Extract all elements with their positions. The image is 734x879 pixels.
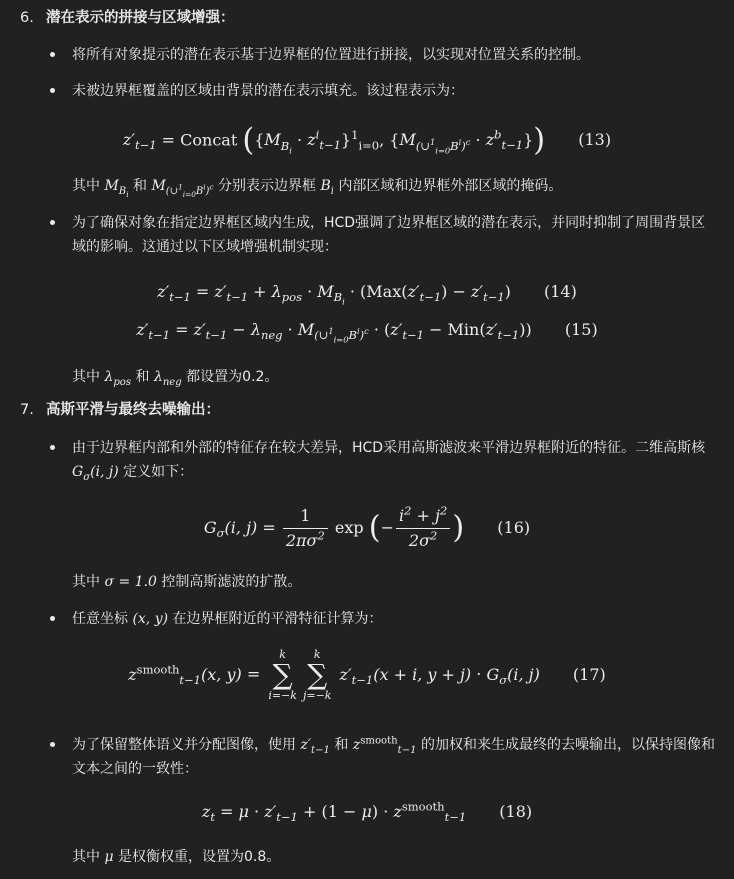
- list-item: 将所有对象提示的潜在表示基于边界框的位置进行拼接，以实现对位置关系的控制。: [50, 43, 718, 67]
- list-item: 未被边界框覆盖的区域由背景的潜在表示填充。该过程表示为：: [50, 79, 718, 103]
- equation-13: $z'_{t-1}$ = Concat ($\{M_{B_i} \cdot z^i_{t-1}\}^1_{i=0}$, $\{M_{(\cup^1_{i=0}B^i)^c} \cdot z^b_{t-1}\}$) (13): [122, 123, 612, 158]
- equation-16: $G_\sigma(i$, j) = $\frac{1}{2\pi\sigma^2}$ exp (− $\frac{i^2 + j^2}{2\sigma^2}$ ) (16): [203, 503, 531, 550]
- list-item: 任意坐标 (x, y) 在边界框附近的平滑特征计算为：: [50, 607, 718, 631]
- bullet-icon: [50, 88, 55, 93]
- equation-16-note: 其中 σ = 1.0 控制高斯滤波的扩散。: [72, 574, 302, 590]
- section-6-heading: 6. 潜在表示的拼接与区域增强：: [20, 10, 235, 26]
- equation-14: $z'_{t-1} = z'_{t-1} + \lambda_{pos} \cdot M_{B_i} \cdot (Max(z'_{t-1}) - z'_{t-1})$ (14): [157, 282, 577, 307]
- bullet-icon: [50, 616, 55, 621]
- equation-13-note: 其中 $M_{B_i}$ 和 $M_{(\cup^1_{i=0}B^i)^c}$ 分别表示边界框 $B_i$ 内部区域和边界框外部区域的掩码。: [72, 178, 563, 199]
- bullet-icon: [50, 52, 55, 57]
- list-item: 为了确保对象在指定边界框区域内生成，HCD强调了边界框区域的潜在表示，并同时抑制了周围背景区域的影响。这通过以下区域增强机制实现：: [50, 211, 718, 259]
- equation-17: $z^{smooth}_{t-1}(x$, y) = k ∑ i=−k k ∑ j=−k $z'_{t-1}(x + i$, $y + j) \cdot G_\sigma(i$, j) (17): [128, 648, 606, 702]
- bullet-icon: [50, 742, 55, 747]
- list-item: 由于边界框内部和外部的特征存在较大差异，HCD采用高斯滤波来平滑边界框附近的特征。二维高斯核 $G_\sigma(i$, j) 定义如下：: [50, 436, 718, 484]
- equation-14-15-note: 其中 $\lambda_{pos}$ 和 $\lambda_{neg}$ 都设置为0.2。: [72, 369, 279, 388]
- equation-15: $z'_{t-1} = z'_{t-1} - \lambda_{neg} \cdot M_{(\cup^1_{i=0}B^i)^c} \cdot (z'_{t-1} - Min(z'_{t-1}))$ (15): [136, 320, 598, 345]
- bullet-icon: [50, 220, 55, 225]
- list-item: 为了保留整体语义并分配图像，使用 $z'_{t-1}$ 和 $z^{smooth}_{t-1}$ 的加权和来生成最终的去噪输出，以保持图像和文本之间的一致性：: [50, 733, 718, 781]
- equation-18: $z_t = \mu \cdot z'_{t-1} + (1 - \mu) \cdot z^{smooth}_{t-1}$ (18): [201, 799, 533, 825]
- equation-18-note: 其中 μ 是权衡权重，设置为0.8。: [72, 849, 281, 865]
- bullet-icon: [50, 445, 55, 450]
- section-7-heading: 7. 高斯平滑与最终去噪输出：: [20, 402, 220, 418]
